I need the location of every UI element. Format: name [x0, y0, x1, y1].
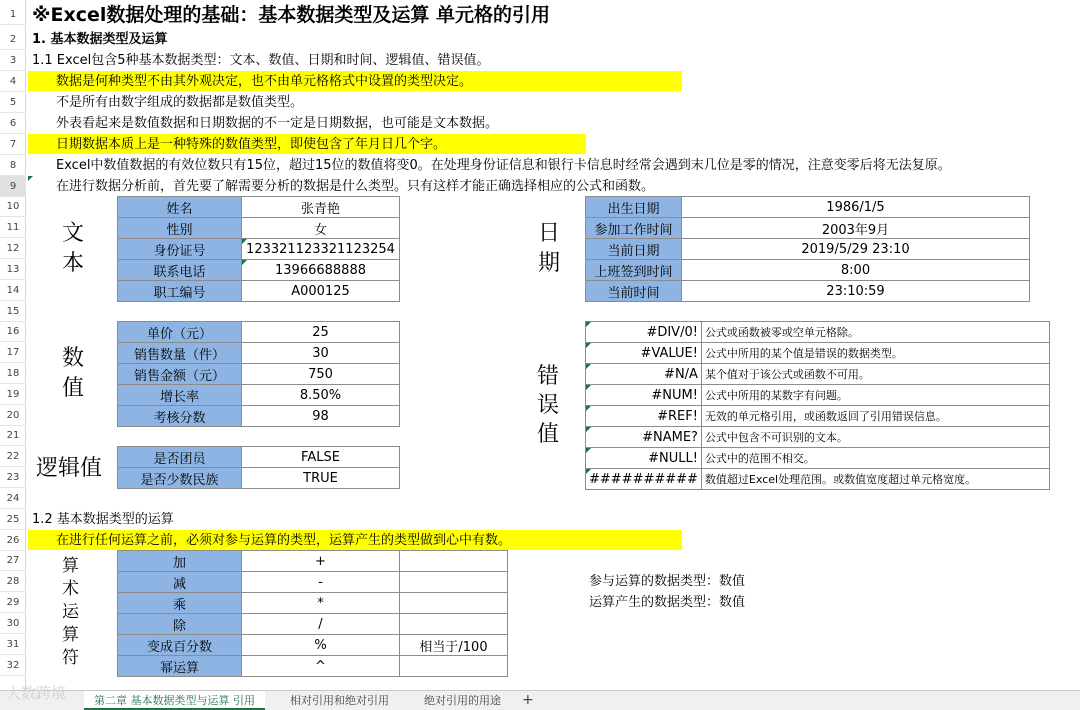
table-cell-note[interactable]: 相当于/100 — [400, 635, 508, 656]
table-cell-value[interactable]: 30 — [242, 343, 400, 364]
table-row — [118, 656, 508, 677]
note-line-4[interactable]: 数据是何种类型不由其外观决定，也不由单元格格式中设置的类型决定。 — [56, 74, 473, 89]
arith-note-input-type[interactable]: 参与运算的数据类型：数值 — [589, 574, 746, 589]
table-row — [586, 469, 1050, 490]
row-number[interactable]: 28 — [0, 571, 26, 592]
error-desc-cell[interactable]: 公式中的范围不相交。 — [701, 448, 1049, 469]
row-number[interactable]: 14 — [0, 280, 26, 301]
note-line-6[interactable]: 外表看起来是数值数据和日期数据的不一定是日期数据，也可能是文本数据。 — [56, 116, 499, 131]
table-cell-note[interactable] — [400, 593, 508, 614]
table-cell-label[interactable]: 除 — [118, 614, 242, 635]
table-cell-label[interactable]: 是否少数民族 — [118, 468, 242, 489]
category-label: 期 — [538, 251, 561, 276]
sheet-tab[interactable]: 相对引用和绝对引用 — [290, 694, 389, 707]
arith-table — [117, 550, 508, 677]
row-number[interactable]: 23 — [0, 467, 26, 488]
table-cell-label[interactable]: 销售数量（件） — [118, 343, 242, 364]
table-row — [118, 572, 508, 593]
table-cell-label[interactable]: 性别 — [118, 218, 242, 239]
category-label: 文 — [62, 221, 85, 246]
table-row — [586, 260, 1030, 281]
row-number[interactable]: 13 — [0, 259, 26, 280]
table-cell-value[interactable]: FALSE — [242, 447, 400, 468]
table-row — [586, 448, 1050, 469]
table-row — [118, 635, 508, 656]
row-number[interactable]: 27 — [0, 550, 26, 571]
table-row — [118, 239, 400, 260]
category-label: 日 — [538, 221, 561, 246]
table-row — [118, 551, 508, 572]
row-number[interactable]: 3 — [0, 50, 26, 71]
table-row — [586, 406, 1050, 427]
table-row — [118, 593, 508, 614]
table-cell-value[interactable]: % — [242, 635, 400, 656]
table-cell-label[interactable]: 考核分数 — [118, 406, 242, 427]
section-heading-1[interactable]: 1. 基本数据类型及运算 — [32, 32, 168, 47]
table-cell-label[interactable]: 身份证号 — [118, 239, 242, 260]
error-code-cell[interactable]: #VALUE! — [586, 343, 702, 364]
intro-line[interactable]: 1.1 Excel包含5种基本数据类型：文本、数值、日期和时间、逻辑值、错误值。 — [32, 53, 490, 68]
row-number[interactable]: 26 — [0, 530, 26, 551]
table-row — [586, 281, 1030, 302]
table-cell-note[interactable] — [400, 572, 508, 593]
table-row — [118, 406, 400, 427]
row-number[interactable]: 1 — [0, 4, 26, 25]
table-row — [586, 427, 1050, 448]
table-row — [586, 197, 1030, 218]
category-label: 误 — [537, 393, 560, 418]
row-header-column — [0, 0, 26, 690]
row-number[interactable]: 24 — [0, 488, 26, 509]
table-row — [586, 343, 1050, 364]
error-desc-cell[interactable]: 公式中所用的某数字有问题。 — [701, 385, 1049, 406]
row-number[interactable]: 10 — [0, 196, 26, 217]
table-row — [118, 197, 400, 218]
table-row — [118, 281, 400, 302]
table-row — [586, 218, 1030, 239]
note-line-5[interactable]: 不是所有由数字组成的数据都是数值类型。 — [56, 95, 304, 110]
table-cell-value[interactable]: 1986/1/5 — [682, 197, 1030, 218]
table-cell-value[interactable]: 750 — [242, 364, 400, 385]
table-cell-value[interactable]: A000125 — [242, 281, 400, 302]
table-row — [118, 385, 400, 406]
row-number[interactable]: 21 — [0, 425, 26, 446]
table-cell-value[interactable]: 2003年9月 — [682, 218, 1030, 239]
category-label: 逻辑值 — [36, 456, 103, 481]
table-cell-value[interactable]: - — [242, 572, 400, 593]
table-cell-label[interactable]: 加 — [118, 551, 242, 572]
row-number[interactable]: 15 — [0, 301, 26, 322]
row-number[interactable]: 18 — [0, 363, 26, 384]
error-desc-cell[interactable]: 公式或函数被零或空单元格除。 — [701, 322, 1049, 343]
error-code-cell[interactable]: #NAME? — [586, 427, 702, 448]
category-label: 数 — [62, 346, 85, 371]
table-cell-label[interactable]: 销售金额（元） — [118, 364, 242, 385]
row-number[interactable]: 2 — [0, 29, 26, 50]
table-cell-label[interactable]: 职工编号 — [118, 281, 242, 302]
row-number[interactable]: 6 — [0, 113, 26, 134]
logic-table — [117, 446, 400, 489]
table-row — [586, 364, 1050, 385]
table-cell-value[interactable]: 25 — [242, 322, 400, 343]
note-line-9[interactable]: 在进行数据分析前，首先要了解需要分析的数据是什么类型。只有这样才能正确选择相应的公式和函数。 — [56, 179, 655, 194]
table-cell-label[interactable]: 姓名 — [118, 197, 242, 218]
section-heading-1-2[interactable]: 1.2 基本数据类型的运算 — [32, 512, 174, 527]
sheet-title[interactable]: ※Excel数据处理的基础：基本数据类型及运算 单元格的引用 — [32, 4, 550, 26]
table-row — [586, 385, 1050, 406]
note-line-8[interactable]: Excel中数值数据的有效位数只有15位，超过15位的数值将变0。在处理身份证信息和银行卡信息时经常会遇到末几位是零的情况，注意变零后将无法复原。 — [56, 158, 951, 173]
row-number[interactable]: 32 — [0, 655, 26, 676]
category-label: 错 — [537, 364, 560, 389]
table-cell-value[interactable]: / — [242, 614, 400, 635]
table-row — [118, 260, 400, 281]
sheet-tab-active[interactable]: 第二章 基本数据类型与运算 引用 — [84, 691, 265, 710]
table-cell-label[interactable]: 减 — [118, 572, 242, 593]
table-row — [118, 364, 400, 385]
error-code-cell[interactable]: ########## — [586, 469, 702, 490]
add-sheet-icon[interactable]: + — [522, 692, 534, 708]
table-cell-value[interactable]: TRUE — [242, 468, 400, 489]
number-table — [117, 321, 400, 427]
row-number[interactable]: 31 — [0, 634, 26, 655]
error-code-cell[interactable]: #DIV/0! — [586, 322, 702, 343]
sheet-tab-bar — [0, 690, 1080, 710]
category-label: 算 — [62, 556, 79, 576]
table-cell-value[interactable]: 8.50% — [242, 385, 400, 406]
note-line-26[interactable]: 在进行任何运算之前，必须对参与运算的类型，运算产生的类型做到心中有数。 — [56, 533, 512, 548]
row-number[interactable]: 22 — [0, 446, 26, 467]
row-number[interactable]: 17 — [0, 342, 26, 363]
table-row — [118, 614, 508, 635]
table-cell-label[interactable]: 增长率 — [118, 385, 242, 406]
error-code-cell[interactable]: #N/A — [586, 364, 702, 385]
category-label: 算 — [62, 625, 79, 645]
table-row — [586, 322, 1050, 343]
table-cell-label[interactable]: 参加工作时间 — [586, 218, 682, 239]
watermark: 大数跨境 — [6, 684, 67, 702]
table-cell-note[interactable] — [400, 656, 508, 677]
error-code-cell[interactable]: #NUM! — [586, 385, 702, 406]
category-label: 符 — [62, 648, 79, 668]
table-cell-note[interactable] — [400, 614, 508, 635]
text-table — [117, 196, 400, 302]
table-row — [586, 239, 1030, 260]
table-cell-label[interactable]: 上班签到时间 — [586, 260, 682, 281]
row-number[interactable]: 4 — [0, 71, 26, 92]
category-label: 运 — [62, 602, 79, 622]
table-cell-value[interactable]: 98 — [242, 406, 400, 427]
table-row — [118, 218, 400, 239]
row-number[interactable]: 20 — [0, 405, 26, 426]
table-cell-value[interactable]: 23:10:59 — [682, 281, 1030, 302]
row-number[interactable]: 5 — [0, 92, 26, 113]
row-number[interactable]: 8 — [0, 155, 26, 176]
cell-indicator-icon — [28, 176, 33, 181]
error-desc-cell[interactable]: 某个值对于该公式或函数不可用。 — [701, 364, 1049, 385]
table-cell-label[interactable]: 幂运算 — [118, 656, 242, 677]
table-cell-value[interactable]: 张青艳 — [242, 197, 400, 218]
arith-note-output-type[interactable]: 运算产生的数据类型：数值 — [589, 595, 746, 610]
error-table — [585, 321, 1050, 490]
error-desc-cell[interactable]: 公式中包含不可识别的文本。 — [701, 427, 1049, 448]
table-row — [118, 468, 400, 489]
table-row — [118, 322, 400, 343]
table-cell-label[interactable]: 联系电话 — [118, 260, 242, 281]
table-cell-note[interactable] — [400, 551, 508, 572]
table-cell-value[interactable]: 13966688888 — [242, 260, 400, 281]
category-label: 值 — [537, 422, 560, 447]
row-number[interactable]: 19 — [0, 384, 26, 405]
table-cell-label[interactable]: 出生日期 — [586, 197, 682, 218]
row-number-selected[interactable]: 9 — [0, 176, 26, 197]
error-desc-cell[interactable]: 公式中所用的某个值是错误的数据类型。 — [701, 343, 1049, 364]
table-cell-label[interactable]: 单价（元） — [118, 322, 242, 343]
error-code-cell[interactable]: #NULL! — [586, 448, 702, 469]
row-number[interactable]: 7 — [0, 134, 26, 155]
table-cell-value[interactable]: 8:00 — [682, 260, 1030, 281]
table-cell-label[interactable]: 变成百分数 — [118, 635, 242, 656]
table-cell-label[interactable]: 是否团员 — [118, 447, 242, 468]
row-number[interactable]: 11 — [0, 217, 26, 238]
table-cell-value[interactable]: 女 — [242, 218, 400, 239]
row-number[interactable]: 25 — [0, 509, 26, 530]
category-label: 值 — [62, 376, 85, 401]
row-number[interactable]: 12 — [0, 238, 26, 259]
table-cell-label[interactable]: 当前日期 — [586, 239, 682, 260]
table-cell-value[interactable]: + — [242, 551, 400, 572]
table-cell-label[interactable]: 乘 — [118, 593, 242, 614]
table-cell-value[interactable]: 123321123321123254 — [242, 239, 400, 260]
row-number[interactable]: 16 — [0, 321, 26, 342]
error-desc-cell[interactable]: 无效的单元格引用，或函数返回了引用错误信息。 — [701, 406, 1049, 427]
date-table — [585, 196, 1030, 302]
table-cell-value[interactable]: * — [242, 593, 400, 614]
error-code-cell[interactable]: #REF! — [586, 406, 702, 427]
category-label: 术 — [62, 579, 79, 599]
table-cell-label[interactable]: 当前时间 — [586, 281, 682, 302]
table-row — [118, 447, 400, 468]
note-line-7[interactable]: 日期数据本质上是一种特殊的数值类型，即使包含了年月日几个字。 — [56, 137, 447, 152]
category-label: 本 — [62, 251, 85, 276]
table-row — [118, 343, 400, 364]
row-number[interactable]: 29 — [0, 592, 26, 613]
row-number[interactable]: 30 — [0, 613, 26, 634]
table-cell-value[interactable]: ^ — [242, 656, 400, 677]
table-cell-value[interactable]: 2019/5/29 23:10 — [682, 239, 1030, 260]
error-desc-cell[interactable]: 数值超过Excel处理范围。或数值宽度超过单元格宽度。 — [701, 469, 1049, 490]
sheet-tab[interactable]: 绝对引用的用途 — [424, 694, 501, 707]
